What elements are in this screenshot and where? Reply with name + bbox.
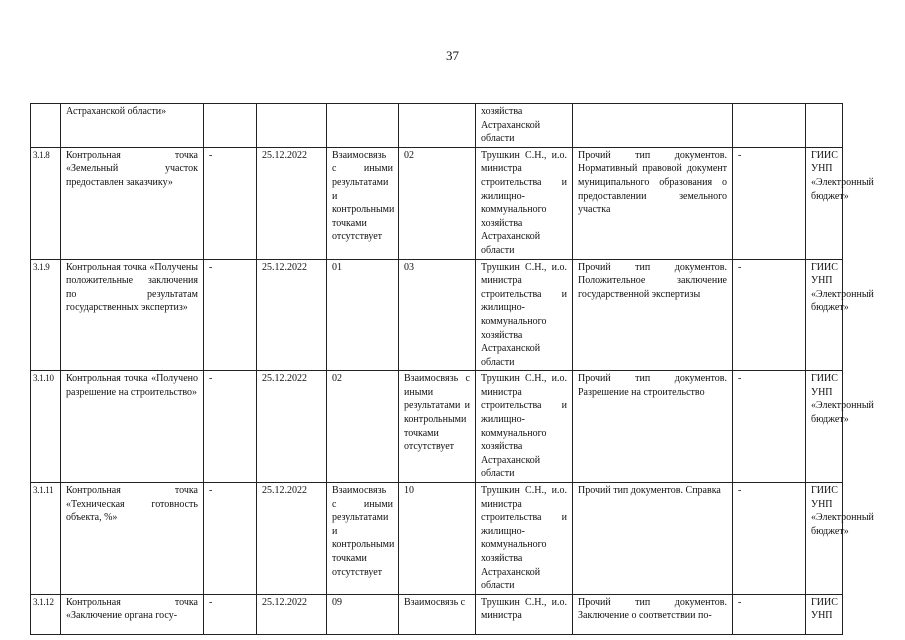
completion-date-cell: 25.12.2022 [257,371,327,483]
table-row [31,371,843,483]
base-value-cell: - [204,147,257,259]
responsible-person-cell: хозяйства Астраханской области [476,104,573,148]
information-system-cell: ГИИС УНП «Электронный бюджет» [806,147,843,259]
note-cell: - [733,594,806,634]
note-cell: - [733,371,806,483]
responsible-person-cell: Трушкин С.Н., и.о. министра строительства и жилищно-коммунального хозяйства Астраханской области [476,147,573,259]
information-system-cell [806,104,843,148]
point-number-cell: 3.1.8 [31,147,61,259]
predecessor-cell: Взаимосвязь с иными результатами и контрольными точками отсутствует [327,483,399,595]
confirming-document-cell [573,104,733,148]
point-number-cell: 3.1.12 [31,594,61,634]
point-name-cell: Астраханской области» [61,104,204,148]
predecessor-cell: 09 [327,594,399,634]
table-row [31,483,843,595]
note-cell: - [733,147,806,259]
confirming-document-cell: Прочий тип документов. Заключение о соответствии по- [573,594,733,634]
confirming-document-cell: Прочий тип документов. Нормативный правовой документ муниципального образования о предоставлении земельного участка [573,147,733,259]
base-value-cell: - [204,259,257,371]
responsible-person-cell: Трушкин С.Н., и.о. министра строительства и жилищно-коммунального хозяйства Астраханской области [476,371,573,483]
completion-date-cell: 25.12.2022 [257,259,327,371]
successor-cell [399,104,476,148]
point-number-cell [31,104,61,148]
base-value-cell [204,104,257,148]
base-value-cell: - [204,483,257,595]
base-value-cell: - [204,594,257,634]
responsible-person-cell: Трушкин С.Н., и.о. министра строительства и жилищно-коммунального хозяйства Астраханской области [476,259,573,371]
note-cell [733,104,806,148]
point-number-cell: 3.1.10 [31,371,61,483]
predecessor-cell [327,104,399,148]
successor-cell: 02 [399,147,476,259]
table-row [31,259,843,371]
predecessor-cell: 02 [327,371,399,483]
confirming-document-cell: Прочий тип документов. Справка [573,483,733,595]
confirming-document-cell: Прочий тип документов. Положительное заключение государственной экспертизы [573,259,733,371]
note-cell: - [733,259,806,371]
completion-date-cell: 25.12.2022 [257,147,327,259]
base-value-cell: - [204,371,257,483]
point-number-cell: 3.1.9 [31,259,61,371]
point-name-cell: Контрольная точка «Техническая готовность объекта, %» [61,483,204,595]
predecessor-cell: Взаимосвязь с иными результатами и контрольными точками отсутствует [327,147,399,259]
successor-cell: 03 [399,259,476,371]
information-system-cell: ГИИС УНП «Электронный бюджет» [806,371,843,483]
table-row [31,147,843,259]
predecessor-cell: 01 [327,259,399,371]
successor-cell: 10 [399,483,476,595]
table-row [31,594,843,634]
successor-cell: Взаимосвязь с иными результатами и контрольными точками отсутствует [399,371,476,483]
successor-cell: Взаимосвязь с [399,594,476,634]
completion-date-cell [257,104,327,148]
information-system-cell: ГИИС УНП «Электронный бюджет» [806,259,843,371]
table-row [31,104,843,148]
completion-date-cell: 25.12.2022 [257,594,327,634]
table-body [31,104,874,635]
completion-date-cell: 25.12.2022 [257,483,327,595]
information-system-cell: ГИИС УНП [806,594,843,634]
confirming-document-cell: Прочий тип документов. Разрешение на строительство [573,371,733,483]
point-name-cell: Контрольная точка «Земельный участок предоставлен заказчику» [61,147,204,259]
responsible-person-cell: Трушкин С.Н., и.о. министра строительства и жилищно-коммунального хозяйства Астраханской области [476,483,573,595]
note-cell: - [733,483,806,595]
information-system-cell: ГИИС УНП «Электронный бюджет» [806,483,843,595]
point-name-cell: Контрольная точка «Заключение органа госу- [61,594,204,634]
point-name-cell: Контрольная точка «Получены положительные заключения по результатам государственных экспертиз» [61,259,204,371]
control-points-table [30,103,874,635]
responsible-person-cell: Трушкин С.Н., и.о. министра [476,594,573,634]
point-number-cell: 3.1.11 [31,483,61,595]
page-number: 37 [446,48,459,63]
point-name-cell: Контрольная точка «Получено разрешение на строительство» [61,371,204,483]
